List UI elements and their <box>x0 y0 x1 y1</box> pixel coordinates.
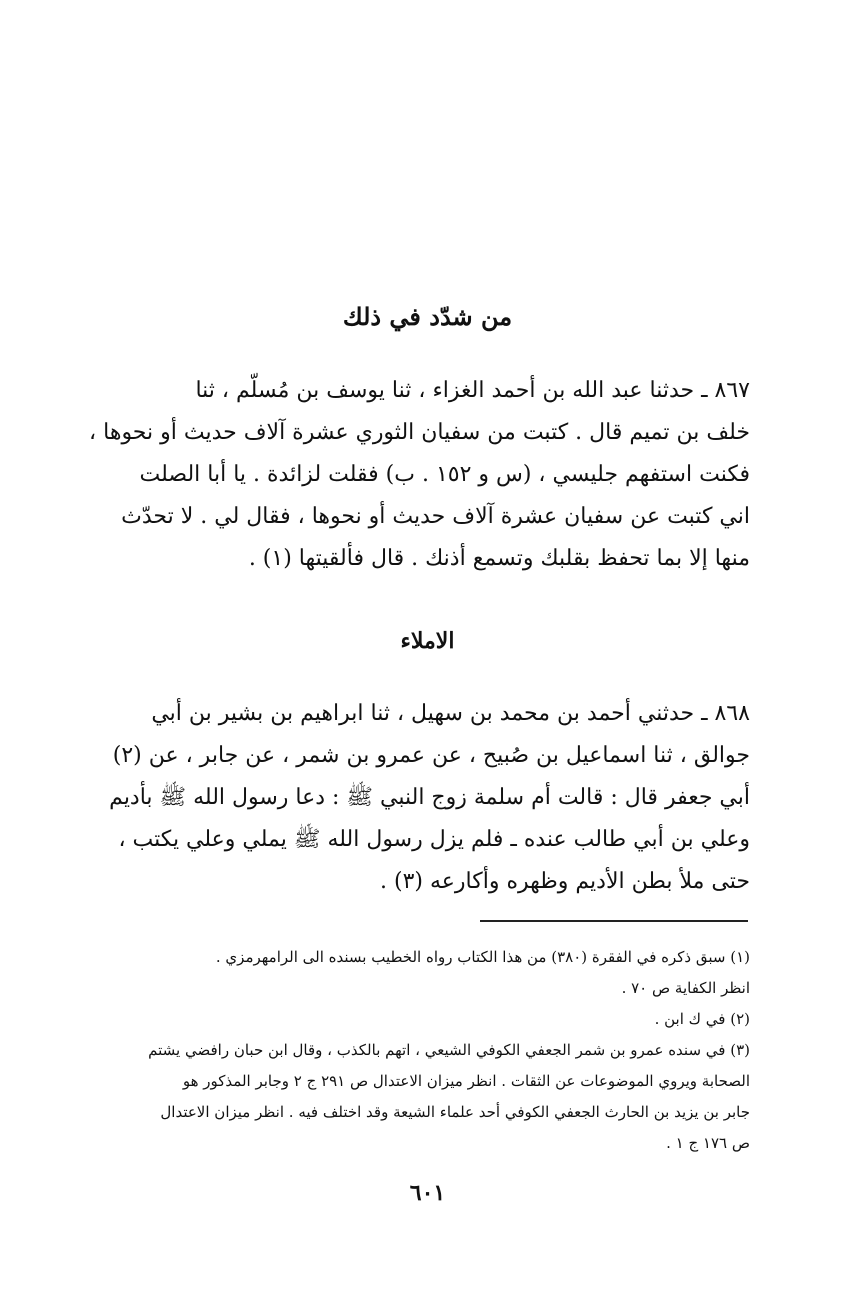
footnote-line: (١) سبق ذكره في الفقرة (٣٨٠) من هذا الكتاب رواه الخطيب بسنده الى الرامهرمزي . <box>215 948 750 966</box>
hadith-868-paragraph <box>78 693 750 903</box>
text-line: فكنت استفهم جليسي ، (س و ١٥٢ . ب) فقلت لزائدة . يا أبا الصلت <box>139 462 750 487</box>
footnote-line: انظر الكفاية ص ٧٠ . <box>621 979 750 997</box>
section-heading-imla: الاملاء <box>400 628 455 654</box>
text-line: خلف بن تميم قال . كتبت من سفيان الثوري عشرة آلاف حديث أو نحوها ، <box>89 420 750 445</box>
text-line: ٨٦٧ ـ حدثنا عبد الله بن أحمد الغزاء ، ثنا يوسف بن مُسلّم ، ثنا <box>195 378 750 403</box>
text-line: جوالق ، ثنا اسماعيل بن صُبيح ، عن عمرو بن شمر ، عن جابر ، عن (٢) <box>112 743 750 768</box>
text-line: حتى ملأ بطن الأديم وظهره وأكارعه (٣) . <box>380 869 750 894</box>
footnote-line: (٢) في ك ابن . <box>654 1010 750 1028</box>
footnotes <box>78 942 750 1159</box>
section-heading-tashdid: من شدّد في ذلك <box>342 302 513 331</box>
text-line: منها إلا بما تحفظ بقلبك وتسمع أذنك . قال فألقيتها (١) . <box>248 546 750 571</box>
footnote-divider <box>480 920 748 922</box>
footnote-line: جابر بن يزيد بن الحارث الجعفي الكوفي أحد علماء الشيعة وقد اختلف فيه . انظر ميزان الاعتدال <box>160 1103 750 1121</box>
footnote-line: الصحابة ويروي الموضوعات عن الثقات . انظر ميزان الاعتدال ص ٢٩١ ج ٢ وجابر المذكور هو <box>182 1072 750 1090</box>
footnote-line: ص ١٧٦ ج ١ . <box>666 1134 750 1152</box>
text-line: أبي جعفر قال : قالت أم سلمة زوج النبي ﷺ : دعا رسول الله ﷺ بأديم <box>109 785 750 810</box>
text-line: وعلي بن أبي طالب عنده ـ فلم يزل رسول الله ﷺ يملي وعلي يكتب ، <box>118 827 750 852</box>
hadith-867-paragraph <box>78 370 750 580</box>
text-line: اني كتبت عن سفيان عشرة آلاف حديث أو نحوها ، فقال لي . لا تحدّث <box>121 504 750 529</box>
page-number: ٦٠١ <box>409 1180 446 1206</box>
footnote-line: (٣) في سنده عمرو بن شمر الجعفي الكوفي الشيعي ، اتهم بالكذب ، وقال ابن حبان رافضي يشتم <box>148 1041 750 1059</box>
text-line: ٨٦٨ ـ حدثني أحمد بن محمد بن سهيل ، ثنا ابراهيم بن بشير بن أبي <box>151 701 750 726</box>
